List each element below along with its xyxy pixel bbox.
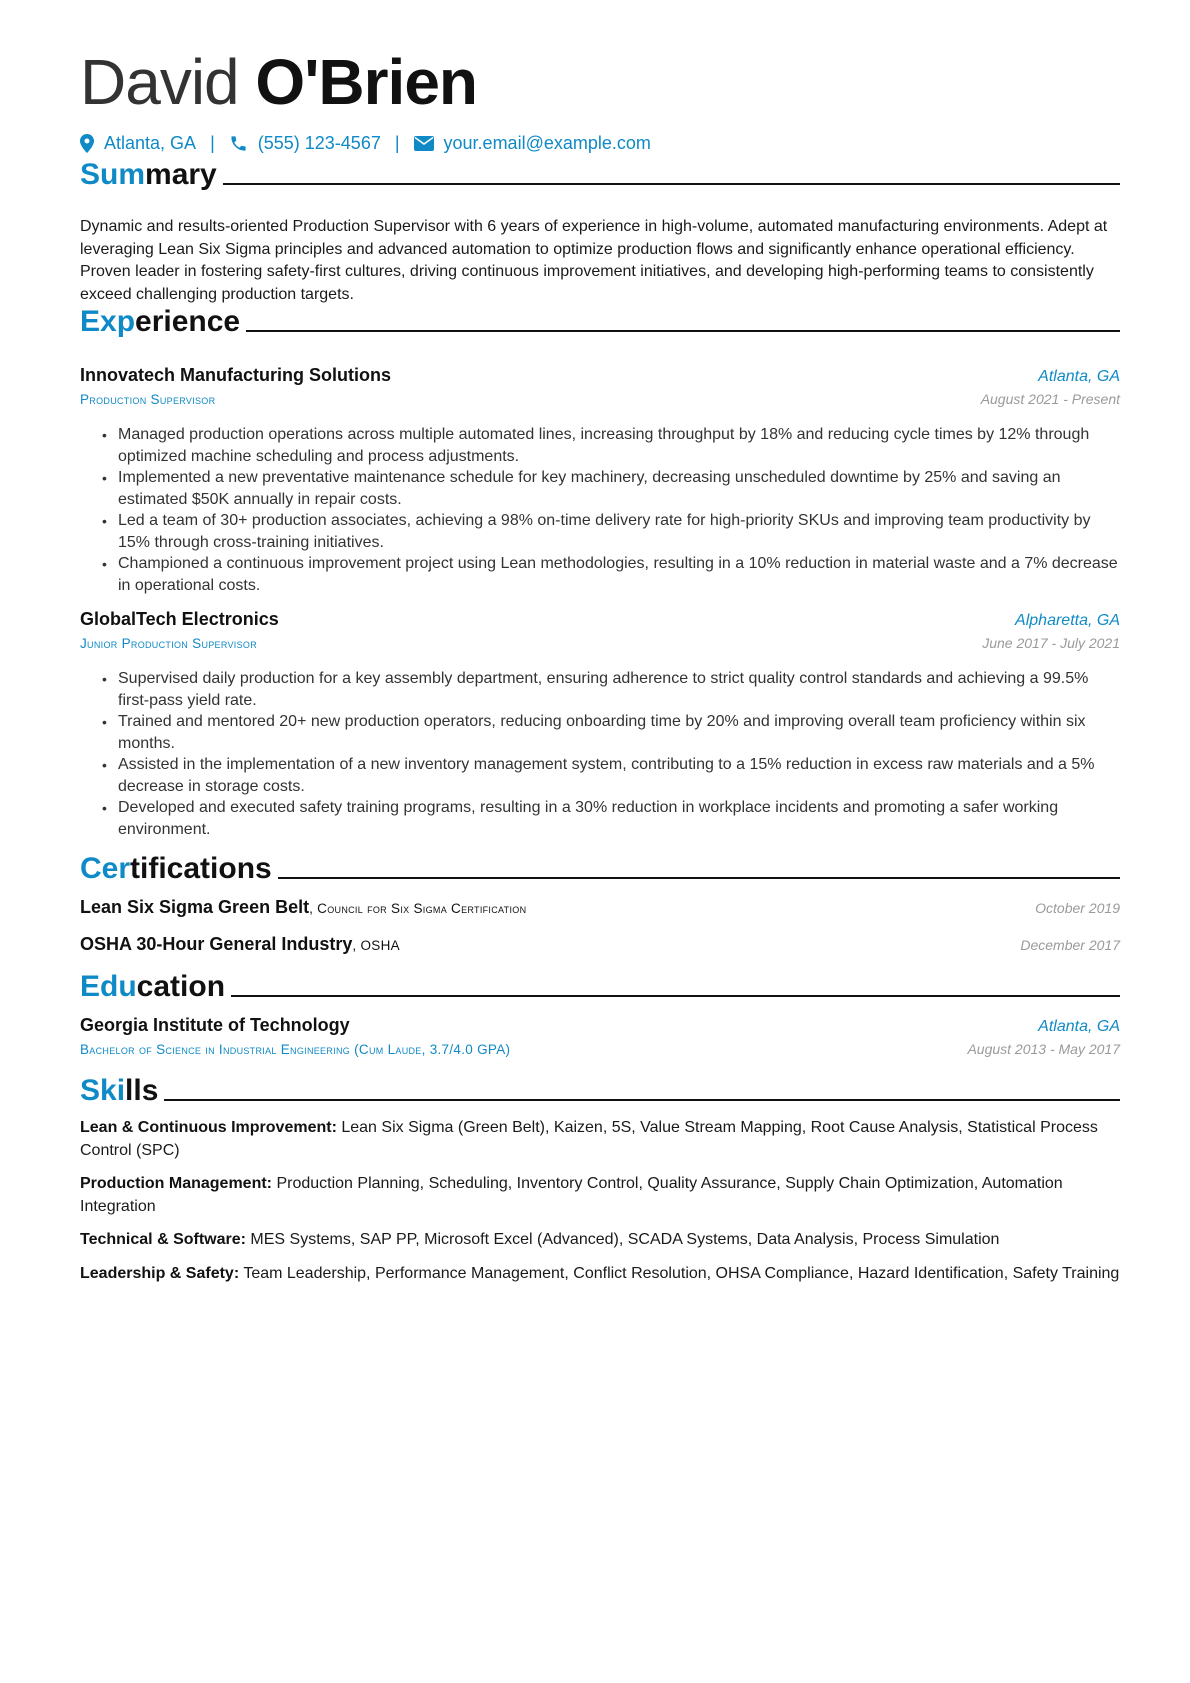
- section-rule: [164, 1099, 1120, 1101]
- job-dates: August 2021 - Present: [980, 391, 1120, 407]
- job-subheader: [80, 635, 1120, 651]
- certification-name: OSHA 30-Hour General Industry: [80, 934, 353, 954]
- email-text: your.email@example.com: [443, 133, 651, 153]
- section-title-accent: Ski: [80, 1074, 126, 1107]
- skill-values: Production Planning, Scheduling, Inventory Control, Quality Assurance, Supply Chain Optimization, Automation Integration: [80, 1175, 1063, 1215]
- skill-values: Team Leadership, Performance Management, Conflict Resolution, OHSA Compliance, Hazard Identification, Safety Training: [239, 1265, 1120, 1282]
- certification-org: , Council for Six Sigma Certification: [309, 901, 527, 916]
- section-skills: [80, 1074, 1120, 1108]
- school-location: Atlanta, GA: [1038, 1018, 1120, 1035]
- section-title-rest: tifications: [130, 852, 272, 885]
- job-role: Production Supervisor: [80, 392, 216, 407]
- certification-date: December 2017: [1020, 937, 1120, 953]
- skill-label: Leadership & Safety:: [80, 1265, 240, 1282]
- section-title-accent: Edu: [80, 970, 137, 1003]
- section-rule: [246, 330, 1120, 332]
- certification-title: [80, 934, 400, 955]
- section-education: [80, 970, 1120, 1004]
- section-rule: [223, 183, 1120, 185]
- job-dates: June 2017 - July 2021: [982, 635, 1120, 651]
- list-item: • Led a team of 30+ production associates, achieving a 98% on-time delivery rate for high-priority SKUs and improving team productivity by 15% through cross-training initiatives.: [102, 510, 1120, 554]
- section-title-rest: erience: [135, 305, 241, 338]
- contact-separator: |: [394, 133, 400, 153]
- skill-label: Lean & Continuous Improvement:: [80, 1119, 337, 1136]
- skill-group: [80, 1173, 1120, 1218]
- contact-location: [80, 133, 196, 154]
- education-header: [80, 1015, 1120, 1036]
- degree: Bachelor of Science in Industrial Engineering (Cum Laude, 3.7/4.0 GPA): [80, 1042, 511, 1057]
- contact-email[interactable]: [414, 133, 651, 154]
- section-title-accent: Sum: [80, 158, 146, 191]
- school-name: Georgia Institute of Technology: [80, 1015, 350, 1035]
- map-pin-icon: [80, 134, 94, 153]
- skill-group: [80, 1229, 1120, 1252]
- section-title-accent: Exp: [80, 305, 136, 338]
- list-item: • Implemented a new preventative maintenance schedule for key machinery, decreasing unscheduled downtime by 25% and saving an estimated $50K annually in repair costs.: [102, 467, 1120, 511]
- list-item: • Developed and executed safety training programs, resulting in a 30% reduction in workplace incidents and promoting a safer working environment.: [102, 797, 1120, 841]
- skill-label: Technical & Software:: [80, 1231, 246, 1248]
- education-subheader: [80, 1041, 1120, 1057]
- company-name: Innovatech Manufacturing Solutions: [80, 365, 392, 385]
- candidate-name: [80, 44, 477, 120]
- location-text: Atlanta, GA: [104, 133, 197, 153]
- certification-date: October 2019: [1035, 900, 1120, 916]
- summary-text: Dynamic and results-oriented Production Supervisor with 6 years of experience in high-volume, automated manufacturing environments. Adept at leveraging Lean Six Sigma principles and advanced automation to optimize production flows and significantly enhance operational efficiency. Proven leader in fostering safety-first cultures, driving continuous improvement initiatives, and developing high-performing teams to consistently exceed challenging production targets.: [80, 218, 1108, 303]
- list-item: • Championed a continuous improvement project using Lean methodologies, resulting in a 10% reduction in material waste and a 7% decrease in operational costs.: [102, 553, 1120, 597]
- section-title-accent: Cer: [80, 852, 131, 885]
- job-location: Alpharetta, GA: [1015, 612, 1120, 629]
- section-rule: [231, 995, 1120, 997]
- section-title-rest: mary: [145, 158, 217, 191]
- section-title-rest: cation: [136, 970, 226, 1003]
- certification-item: [80, 897, 1120, 918]
- section-title-rest: lls: [125, 1074, 159, 1107]
- section-title: [80, 305, 240, 339]
- last-name: O'Brien: [255, 46, 477, 118]
- list-item: • Supervised daily production for a key assembly department, ensuring adherence to strict quality control standards and achieving a 99.5% first-pass yield rate.: [102, 668, 1120, 712]
- certification-name: Lean Six Sigma Green Belt: [80, 897, 310, 917]
- section-title: [80, 970, 225, 1004]
- envelope-icon: [414, 136, 434, 151]
- contact-line: [80, 133, 651, 154]
- skill-values: MES Systems, SAP PP, Microsoft Excel (Advanced), SCADA Systems, Data Analysis, Process Simulation: [245, 1231, 1000, 1248]
- contact-phone[interactable]: [229, 133, 381, 154]
- section-title: [80, 158, 217, 192]
- certification-title: [80, 897, 526, 918]
- education-dates: August 2013 - May 2017: [967, 1041, 1120, 1057]
- contact-separator: |: [210, 133, 215, 153]
- list-item: • Trained and mentored 20+ new production operators, reducing onboarding time by 20% and improving overall team proficiency within six months.: [102, 711, 1120, 755]
- certification-item: [80, 934, 1120, 955]
- section-summary: [80, 158, 1120, 192]
- section-title: [80, 1074, 158, 1108]
- job-header: [80, 609, 1120, 630]
- section-certifications: [80, 852, 1120, 886]
- job-subheader: [80, 391, 1120, 407]
- skill-label: Production Management:: [80, 1175, 273, 1192]
- certification-org: , OSHA: [352, 938, 400, 953]
- section-title: [80, 852, 272, 886]
- company-name: GlobalTech Electronics: [80, 609, 279, 629]
- job-location: Atlanta, GA: [1038, 368, 1120, 385]
- job-role: Junior Production Supervisor: [80, 636, 258, 651]
- skill-group: [80, 1117, 1120, 1162]
- list-item: • Managed production operations across multiple automated lines, increasing throughput by 18% and reducing cycle times by 12% through optimized machine scheduling and process adjustments.: [102, 424, 1120, 468]
- skill-values: Lean Six Sigma (Green Belt), Kaizen, 5S, Value Stream Mapping, Root Cause Analysis, Statistical Process Control (SPC): [80, 1119, 1098, 1159]
- job-header: [80, 365, 1120, 386]
- section-rule: [278, 877, 1120, 879]
- job-bullets: [102, 668, 1120, 840]
- skill-group: [80, 1263, 1120, 1286]
- job-bullets: [102, 424, 1120, 596]
- first-name: David: [80, 46, 239, 118]
- list-item: • Assisted in the implementation of a new inventory management system, contributing to a 15% reduction in excess raw materials and a 5% decrease in storage costs.: [102, 754, 1120, 798]
- phone-text: (555) 123-4567: [257, 133, 381, 153]
- section-experience: [80, 305, 1120, 339]
- phone-icon: [229, 134, 248, 153]
